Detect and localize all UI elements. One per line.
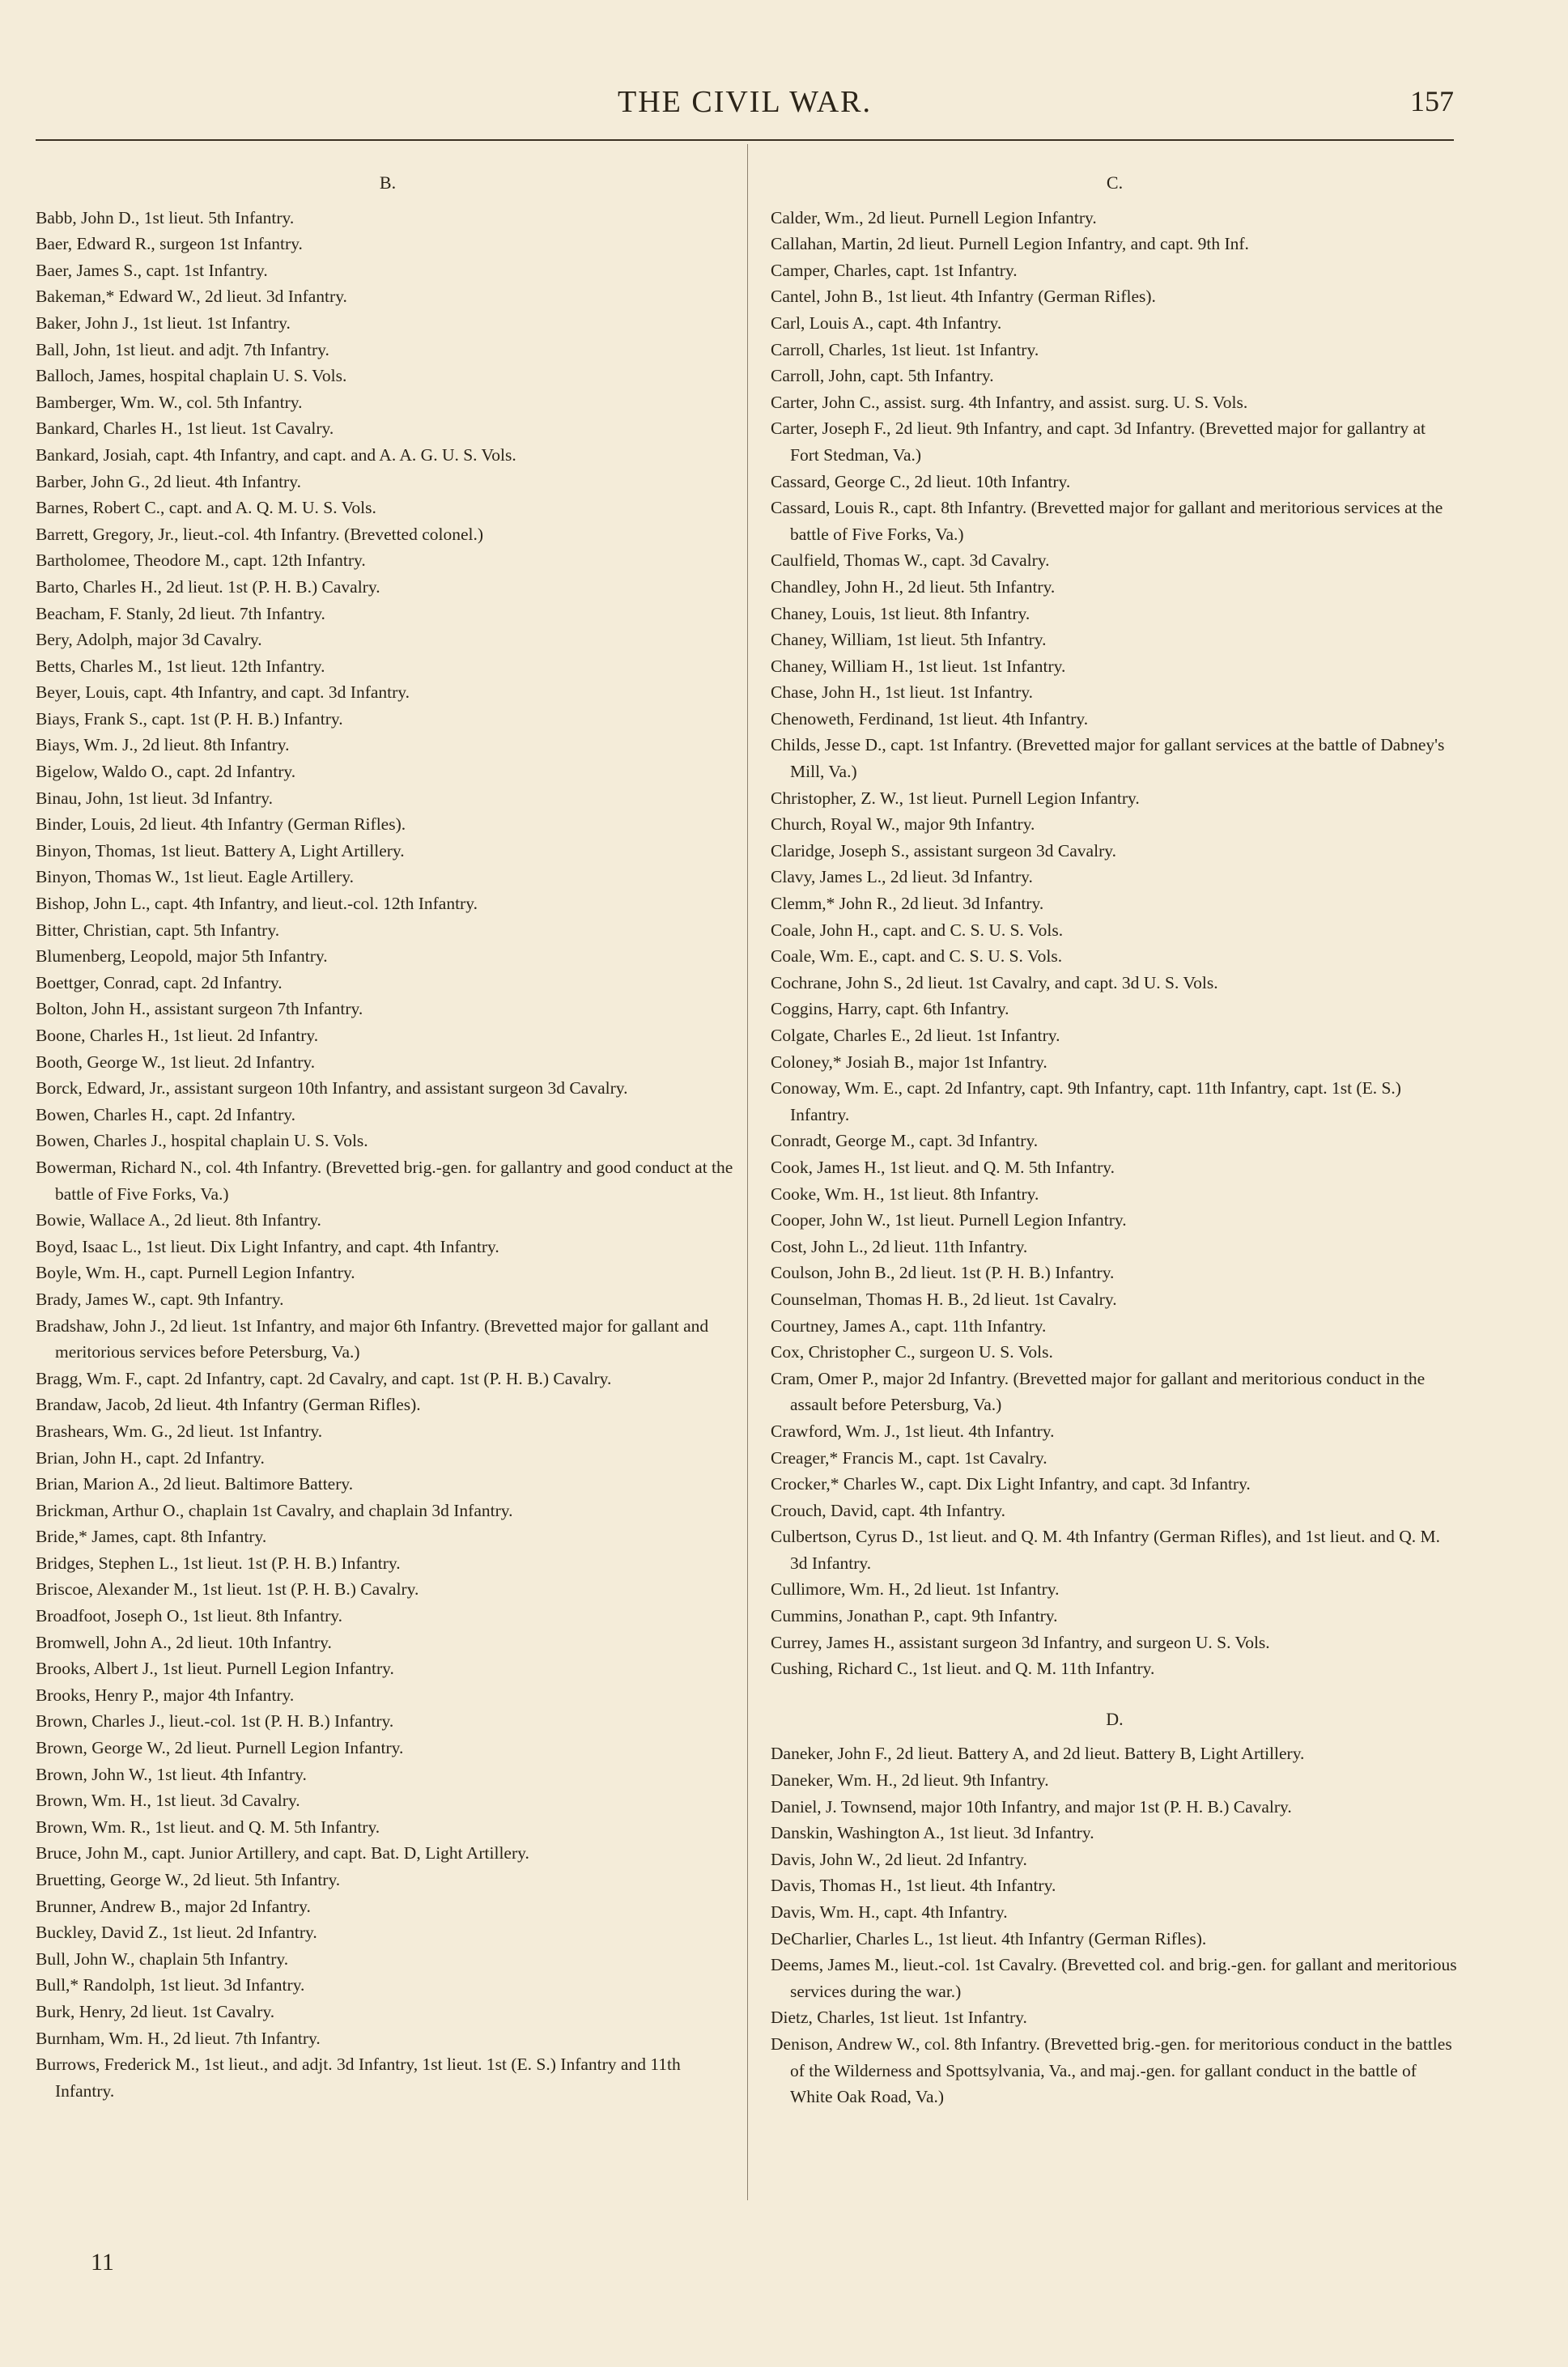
roster-entry: Cooke, Wm. H., 1st lieut. 8th Infantry. bbox=[771, 1184, 1039, 1204]
roster-entry: Daneker, John F., 2d lieut. Battery A, and 2d lieut. Battery B, Light Artillery. bbox=[771, 1744, 1305, 1764]
roster-entry: Bull,* Randolph, 1st lieut. 3d Infantry. bbox=[36, 1975, 305, 1995]
roster-entry: Carroll, John, capt. 5th Infantry. bbox=[771, 366, 994, 386]
roster-entry: Coggins, Harry, capt. 6th Infantry. bbox=[771, 999, 1009, 1019]
section-letter-b: B. bbox=[379, 172, 397, 193]
roster-entry: Chaney, Louis, 1st lieut. 8th Infantry. bbox=[771, 603, 1030, 623]
roster-entry: Bankard, Charles H., 1st lieut. 1st Cavalry. bbox=[36, 419, 334, 439]
roster-entry: Cox, Christopher C., surgeon U. S. Vols. bbox=[771, 1342, 1053, 1362]
page-header bbox=[36, 84, 1454, 130]
roster-entry: Bowie, Wallace A., 2d lieut. 8th Infantry. bbox=[36, 1210, 321, 1230]
roster-entry: Boyle, Wm. H., capt. Purnell Legion Infantry. bbox=[36, 1263, 355, 1283]
roster-entry: Cook, James H., 1st lieut. and Q. M. 5th Infantry. bbox=[771, 1157, 1115, 1177]
roster-entry: Cullimore, Wm. H., 2d lieut. 1st Infantry. bbox=[771, 1579, 1060, 1600]
roster-entry: Burrows, Frederick M., 1st lieut., and adjt. 3d Infantry, 1st lieut. 1st (E. S.) Infantry and 11th Infantry. bbox=[36, 2055, 681, 2101]
roster-entry: Boyd, Isaac L., 1st lieut. Dix Light Infantry, and capt. 4th Infantry. bbox=[36, 1236, 499, 1256]
roster-entry: Beacham, F. Stanly, 2d lieut. 7th Infantry. bbox=[36, 603, 325, 623]
roster-entry: Callahan, Martin, 2d lieut. Purnell Legion Infantry, and capt. 9th Inf. bbox=[771, 234, 1249, 254]
roster-entry: Church, Royal W., major 9th Infantry. bbox=[771, 814, 1035, 835]
roster-entry: Daniel, J. Townsend, major 10th Infantry, and major 1st (P. H. B.) Cavalry. bbox=[771, 1796, 1292, 1817]
roster-entry: Conoway, Wm. E., capt. 2d Infantry, capt. 9th Infantry, capt. 11th Infantry, capt. 1st (E. S.) Infantry. bbox=[771, 1078, 1401, 1124]
roster-entry: Crouch, David, capt. 4th Infantry. bbox=[771, 1500, 1005, 1520]
roster-entry: Cram, Omer P., major 2d Infantry. (Brevetted major for gallant and meritorious conduct in the assault before Petersburg, Va.) bbox=[771, 1368, 1426, 1415]
roster-entry: Bankard, Josiah, capt. 4th Infantry, and capt. and A. A. G. U. S. Vols. bbox=[36, 444, 516, 465]
roster-entry: Baer, James S., capt. 1st Infantry. bbox=[36, 260, 268, 280]
roster-entry: Coloney,* Josiah B., major 1st Infantry. bbox=[771, 1052, 1047, 1072]
roster-entry: Brown, Wm. R., 1st lieut. and Q. M. 5th Infantry. bbox=[36, 1817, 380, 1837]
roster-entry: Blumenberg, Leopold, major 5th Infantry. bbox=[36, 946, 328, 967]
roster-entry: Brooks, Henry P., major 4th Infantry. bbox=[36, 1685, 295, 1705]
roster-entry: Bromwell, John A., 2d lieut. 10th Infantry. bbox=[36, 1632, 332, 1652]
roster-entry: Binder, Louis, 2d lieut. 4th Infantry (German Rifles). bbox=[36, 814, 406, 835]
roster-entry: Boettger, Conrad, capt. 2d Infantry. bbox=[36, 972, 283, 992]
roster-entry: Beyer, Louis, capt. 4th Infantry, and capt. 3d Infantry. bbox=[36, 682, 410, 703]
roster-entry: Daneker, Wm. H., 2d lieut. 9th Infantry. bbox=[771, 1770, 1049, 1791]
roster-entry: Bradshaw, John J., 2d lieut. 1st Infantry, and major 6th Infantry. (Brevetted major for gallant and meritorious services before Petersburg, Va.) bbox=[36, 1315, 709, 1362]
roster-entry: Buckley, David Z., 1st lieut. 2d Infantry. bbox=[36, 1923, 317, 1943]
roster-entry: Culbertson, Cyrus D., 1st lieut. and Q. M. 4th Infantry (German Rifles), and 1st lieut. and Q. M. 3d Infantry. bbox=[771, 1527, 1441, 1573]
roster-entry: Borck, Edward, Jr., assistant surgeon 10th Infantry, and assistant surgeon 3d Cavalry. bbox=[36, 1078, 628, 1099]
roster-entry: Denison, Andrew W., col. 8th Infantry. (Brevetted brig.-gen. for meritorious conduct in the battles of the Wilderness and Spottsylvania, Va., and maj.-gen. for gallant conduct in the battle of White Oak Road, Va.) bbox=[771, 2033, 1452, 2107]
roster-entry: Brooks, Albert J., 1st lieut. Purnell Legion Infantry. bbox=[36, 1659, 394, 1679]
roster-entry: Balloch, James, hospital chaplain U. S. Vols. bbox=[36, 366, 347, 386]
section-letter-c: C. bbox=[1106, 172, 1124, 193]
roster-entry: Davis, John W., 2d lieut. 2d Infantry. bbox=[771, 1849, 1027, 1869]
roster-entry: Carter, Joseph F., 2d lieut. 9th Infantry, and capt. 3d Infantry. (Brevetted major for gallantry at Fort Stedman, Va.) bbox=[771, 419, 1426, 465]
roster-entry: Cantel, John B., 1st lieut. 4th Infantry (German Rifles). bbox=[771, 287, 1156, 307]
roster-entry: Chandley, John H., 2d lieut. 5th Infantry. bbox=[771, 576, 1056, 597]
roster-entry: Conradt, George M., capt. 3d Infantry. bbox=[771, 1131, 1039, 1151]
roster-entry: Bishop, John L., capt. 4th Infantry, and lieut.-col. 12th Infantry. bbox=[36, 894, 478, 914]
roster-entry: Bamberger, Wm. W., col. 5th Infantry. bbox=[36, 392, 303, 412]
roster-entry: Bride,* James, capt. 8th Infantry. bbox=[36, 1527, 267, 1547]
roster-entry: Bartholomee, Theodore M., capt. 12th Infantry. bbox=[36, 550, 366, 571]
roster-entry: Chenoweth, Ferdinand, 1st lieut. 4th Infantry. bbox=[771, 708, 1089, 729]
roster-entry: Chaney, William H., 1st lieut. 1st Infantry. bbox=[771, 656, 1066, 676]
roster-entry: Coale, John H., capt. and C. S. U. S. Vols. bbox=[771, 920, 1064, 940]
roster-entry: Creager,* Francis M., capt. 1st Cavalry. bbox=[771, 1447, 1047, 1468]
roster-entry: Betts, Charles M., 1st lieut. 12th Infantry. bbox=[36, 656, 325, 676]
roster-entry: Brown, Charles J., lieut.-col. 1st (P. H. B.) Infantry. bbox=[36, 1711, 394, 1732]
roster-entry: Barto, Charles H., 2d lieut. 1st (P. H. B.) Cavalry. bbox=[36, 576, 380, 597]
roster-entry: Brickman, Arthur O., chaplain 1st Cavalry, and chaplain 3d Infantry. bbox=[36, 1500, 513, 1520]
roster-entry: Coulson, John B., 2d lieut. 1st (P. H. B.) Infantry. bbox=[771, 1263, 1115, 1283]
roster-entry: DeCharlier, Charles L., 1st lieut. 4th Infantry (German Rifles). bbox=[771, 1928, 1207, 1948]
roster-entry: Clemm,* John R., 2d lieut. 3d Infantry. bbox=[771, 894, 1044, 914]
roster-entry: Chaney, William, 1st lieut. 5th Infantry. bbox=[771, 630, 1047, 650]
roster-entry: Brown, John W., 1st lieut. 4th Infantry. bbox=[36, 1764, 307, 1784]
roster-entry: Burnham, Wm. H., 2d lieut. 7th Infantry. bbox=[36, 2028, 321, 2048]
section-letter-d: D. bbox=[1106, 1708, 1124, 1729]
roster-entry: Carl, Louis A., capt. 4th Infantry. bbox=[771, 312, 1002, 333]
roster-entry: Briscoe, Alexander M., 1st lieut. 1st (P. H. B.) Cavalry. bbox=[36, 1579, 419, 1600]
roster-entry: Cochrane, John S., 2d lieut. 1st Cavalry, and capt. 3d U. S. Vols. bbox=[771, 972, 1218, 992]
roster-entry: Biays, Wm. J., 2d lieut. 8th Infantry. bbox=[36, 735, 290, 755]
roster-entry: Carroll, Charles, 1st lieut. 1st Infantry. bbox=[771, 339, 1039, 359]
page-number: 157 bbox=[1410, 85, 1454, 117]
roster-entry: Camper, Charles, capt. 1st Infantry. bbox=[771, 260, 1018, 280]
roster-entry: Ball, John, 1st lieut. and adjt. 7th Infantry. bbox=[36, 339, 329, 359]
roster-entry: Bruce, John M., capt. Junior Artillery, and capt. Bat. D, Light Artillery. bbox=[36, 1843, 529, 1863]
roster-entry: Brown, George W., 2d lieut. Purnell Legion Infantry. bbox=[36, 1738, 404, 1758]
roster-entry: Counselman, Thomas H. B., 2d lieut. 1st Cavalry. bbox=[771, 1289, 1117, 1309]
roster-entry: Binyon, Thomas W., 1st lieut. Eagle Artillery. bbox=[36, 867, 354, 887]
roster-entry: Bowerman, Richard N., col. 4th Infantry. (Brevetted brig.-gen. for gallantry and good conduct at the battle of Five Forks, Va.) bbox=[36, 1157, 733, 1204]
right-column bbox=[771, 170, 1459, 2110]
roster-entry: Cooper, John W., 1st lieut. Purnell Legion Infantry. bbox=[771, 1210, 1127, 1230]
roster-entry: Bery, Adolph, major 3d Cavalry. bbox=[36, 630, 262, 650]
roster-entry: Caulfield, Thomas W., capt. 3d Cavalry. bbox=[771, 550, 1050, 571]
roster-entry: Bull, John W., chaplain 5th Infantry. bbox=[36, 1948, 289, 1969]
roster-entry: Calder, Wm., 2d lieut. Purnell Legion Infantry. bbox=[771, 207, 1097, 227]
roster-entry: Brown, Wm. H., 1st lieut. 3d Cavalry. bbox=[36, 1791, 300, 1811]
roster-entry: Babb, John D., 1st lieut. 5th Infantry. bbox=[36, 207, 295, 227]
roster-entry: Cummins, Jonathan P., capt. 9th Infantry. bbox=[771, 1606, 1058, 1626]
roster-entry: Barber, John G., 2d lieut. 4th Infantry. bbox=[36, 471, 301, 491]
roster-entry: Bitter, Christian, capt. 5th Infantry. bbox=[36, 920, 280, 940]
roster-entry: Bowen, Charles H., capt. 2d Infantry. bbox=[36, 1104, 296, 1124]
roster-entry: Bolton, John H., assistant surgeon 7th Infantry. bbox=[36, 999, 363, 1019]
signature-mark: 11 bbox=[91, 2249, 114, 2276]
roster-entry: Cushing, Richard C., 1st lieut. and Q. M. 11th Infantry. bbox=[771, 1659, 1155, 1679]
roster-entry: Crocker,* Charles W., capt. Dix Light Infantry, and capt. 3d Infantry. bbox=[771, 1474, 1251, 1494]
roster-entry: Bakeman,* Edward W., 2d lieut. 3d Infantry. bbox=[36, 287, 347, 307]
roster-entry: Bridges, Stephen L., 1st lieut. 1st (P. H. B.) Infantry. bbox=[36, 1553, 401, 1573]
roster-entry: Brady, James W., capt. 9th Infantry. bbox=[36, 1289, 284, 1309]
roster-entry: Binau, John, 1st lieut. 3d Infantry. bbox=[36, 788, 274, 808]
running-title: THE CIVIL WAR. bbox=[617, 85, 873, 119]
roster-entry: Bruetting, George W., 2d lieut. 5th Infantry. bbox=[36, 1870, 341, 1889]
header-rule bbox=[36, 139, 1454, 141]
roster-entry: Booth, George W., 1st lieut. 2d Infantry. bbox=[36, 1052, 316, 1072]
roster-entry: Clavy, James L., 2d lieut. 3d Infantry. bbox=[771, 867, 1033, 887]
roster-entry: Bigelow, Waldo O., capt. 2d Infantry. bbox=[36, 762, 296, 782]
roster-entry: Courtney, James A., capt. 11th Infantry. bbox=[771, 1315, 1047, 1336]
roster-entry: Bowen, Charles J., hospital chaplain U. S. Vols. bbox=[36, 1131, 368, 1151]
roster-entry: Currey, James H., assistant surgeon 3d Infantry, and surgeon U. S. Vols. bbox=[771, 1632, 1270, 1652]
roster-entry: Colgate, Charles E., 2d lieut. 1st Infantry. bbox=[771, 1026, 1060, 1045]
column-divider bbox=[747, 144, 748, 2200]
roster-entry: Crawford, Wm. J., 1st lieut. 4th Infantry. bbox=[771, 1421, 1055, 1441]
roster-entry: Barnes, Robert C., capt. and A. Q. M. U. S. Vols. bbox=[36, 498, 376, 518]
roster-entry: Davis, Wm. H., capt. 4th Infantry. bbox=[771, 1902, 1008, 1922]
roster-entry: Brian, Marion A., 2d lieut. Baltimore Battery. bbox=[36, 1474, 354, 1494]
roster-entry: Cassard, George C., 2d lieut. 10th Infantry. bbox=[771, 471, 1071, 491]
roster-entry: Binyon, Thomas, 1st lieut. Battery A, Light Artillery. bbox=[36, 840, 405, 861]
roster-entry: Baer, Edward R., surgeon 1st Infantry. bbox=[36, 234, 303, 254]
roster-entry: Burk, Henry, 2d lieut. 1st Cavalry. bbox=[36, 2001, 275, 2021]
roster-entry: Coale, Wm. E., capt. and C. S. U. S. Vols. bbox=[771, 946, 1063, 967]
roster-entry: Dietz, Charles, 1st lieut. 1st Infantry. bbox=[771, 2008, 1027, 2028]
roster-entry: Danskin, Washington A., 1st lieut. 3d Infantry. bbox=[771, 1823, 1094, 1843]
roster-entry: Cassard, Louis R., capt. 8th Infantry. (Brevetted major for gallant and meritorious services at the battle of Five Forks, Va.) bbox=[771, 498, 1443, 544]
roster-entry: Childs, Jesse D., capt. 1st Infantry. (Brevetted major for gallant services at the battle of Dabney's Mill, Va.) bbox=[771, 735, 1445, 782]
roster-entry: Biays, Frank S., capt. 1st (P. H. B.) Infantry. bbox=[36, 708, 343, 729]
roster-entry: Brashears, Wm. G., 2d lieut. 1st Infantry. bbox=[36, 1421, 323, 1441]
roster-entry: Deems, James M., lieut.-col. 1st Cavalry. (Brevetted col. and brig.-gen. for gallant and meritorious services during the war.) bbox=[771, 1955, 1457, 2001]
roster-entry: Brunner, Andrew B., major 2d Infantry. bbox=[36, 1896, 311, 1916]
roster-entry: Christopher, Z. W., 1st lieut. Purnell Legion Infantry. bbox=[771, 788, 1140, 808]
left-column bbox=[36, 170, 740, 2104]
roster-entry: Claridge, Joseph S., assistant surgeon 3d Cavalry. bbox=[771, 840, 1116, 861]
roster-entry: Baker, John J., 1st lieut. 1st Infantry. bbox=[36, 312, 291, 333]
roster-entry: Carter, John C., assist. surg. 4th Infantry, and assist. surg. U. S. Vols. bbox=[771, 392, 1248, 412]
roster-entry: Davis, Thomas H., 1st lieut. 4th Infantry. bbox=[771, 1876, 1056, 1896]
roster-entry: Broadfoot, Joseph O., 1st lieut. 8th Infantry. bbox=[36, 1606, 342, 1626]
roster-entry: Barrett, Gregory, Jr., lieut.-col. 4th Infantry. (Brevetted colonel.) bbox=[36, 524, 484, 544]
roster-entry: Boone, Charles H., 1st lieut. 2d Infantry. bbox=[36, 1026, 319, 1045]
roster-entry: Cost, John L., 2d lieut. 11th Infantry. bbox=[771, 1236, 1028, 1256]
roster-entry: Brandaw, Jacob, 2d lieut. 4th Infantry (German Rifles). bbox=[36, 1395, 421, 1415]
roster-entry: Chase, John H., 1st lieut. 1st Infantry. bbox=[771, 682, 1034, 703]
roster-entry: Brian, John H., capt. 2d Infantry. bbox=[36, 1447, 265, 1468]
roster-entry: Bragg, Wm. F., capt. 2d Infantry, capt. 2d Cavalry, and capt. 1st (P. H. B.) Cavalry. bbox=[36, 1368, 612, 1388]
